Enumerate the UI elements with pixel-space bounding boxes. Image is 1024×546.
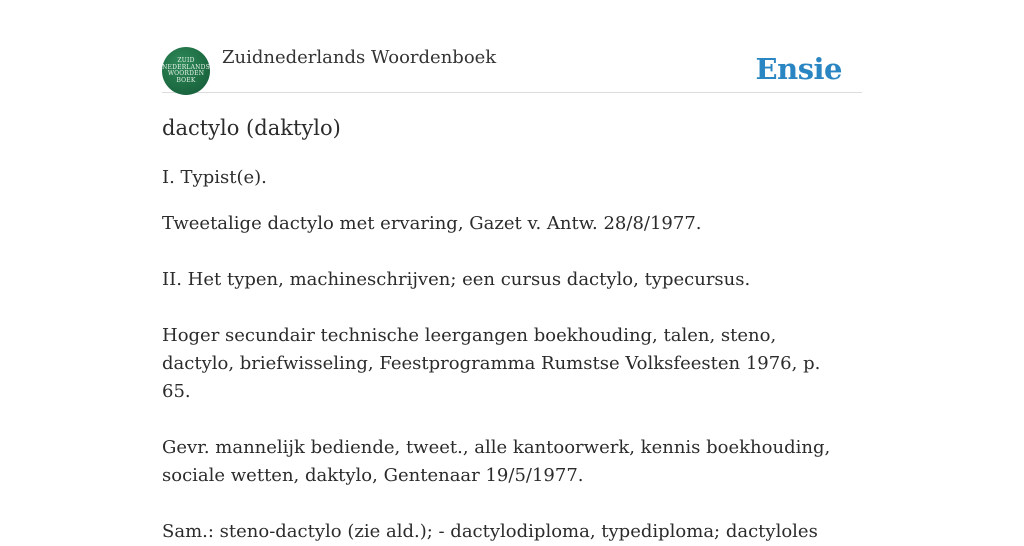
logo-text-line: ZUID: [177, 57, 195, 64]
example-citation: Hoger secundair technische leergangen boekhouding, talen, steno, dactylo, briefwisseling, Feestprogramma Rumstse Volksfeesten 1976, p. 65.: [162, 325, 821, 402]
entry-content: [162, 116, 852, 546]
logo-text-line: WOORDEN: [167, 70, 205, 77]
compounds-note: Sam.: steno-dactylo (zie ald.); - dactylodiploma, typediploma; dactyloles: [162, 521, 818, 542]
definition-sense-2: II. Het typen, machineschrijven; een cursus dactylo, typecursus.: [162, 269, 751, 290]
dictionary-logo[interactable]: [162, 47, 210, 95]
logo-text-line: BOEK: [176, 76, 196, 84]
header: [162, 46, 862, 93]
example-citation: Tweetalige dactylo met ervaring, Gazet v. Antw. 28/8/1977.: [162, 213, 702, 234]
ensie-logo-link[interactable]: Ensie: [755, 52, 842, 86]
example-citation: Gevr. mannelijk bediende, tweet., alle kantoorwerk, kennis boekhouding, sociale wetten, daktylo, Gentenaar 19/5/1977.: [162, 437, 831, 486]
entry-headword: dactylo (daktylo): [162, 116, 341, 140]
dictionary-name[interactable]: Zuidnederlands Woordenboek: [222, 47, 497, 68]
definition-sense-1: I. Typist(e).: [162, 167, 267, 188]
logo-text-line: NEDERLANDS: [162, 63, 210, 71]
